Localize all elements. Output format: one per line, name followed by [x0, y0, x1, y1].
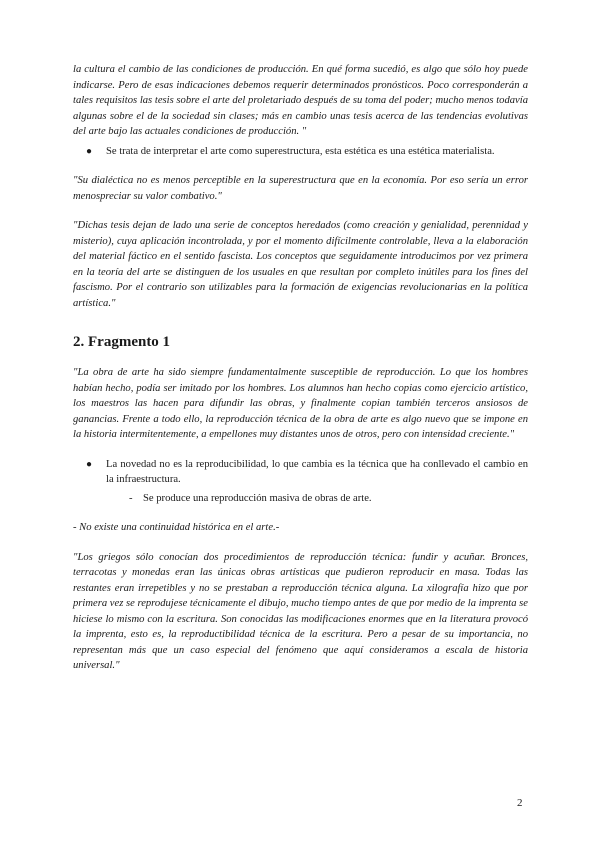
dash-item	[73, 491, 528, 507]
dash-text: Se produce una reproducción masiva de obras de arte.	[143, 492, 372, 504]
quote-griegos: "Los griegos sólo conocían dos procedimientos de reproducción técnica: fundir y acuñar. Bronces, terracotas y monedas eran las únicas obras artísticas que pudieron reproducir en masa. Todas las restantes eran irrepetibles y no se prestaban a reproducción técnica alguna. La xilografía hizo que por primera vez se reprodujese técnicamente el dibujo, mucho tiempo antes de que por medio de la imprenta se hiciese lo mismo con la escritura. Son conocidas las modificaciones enormes que en la literatura provocó la imprenta, esto es, la reproductibilidad técnica de la escritura. Pero a pesar de su importancia, no representan más que un caso especial del fenómeno que aquí consideramos a escala de historia universal."	[73, 551, 528, 671]
note-continuidad: - No existe una continuidad histórica en el arte.-	[73, 522, 280, 533]
bullet-text: Se trata de interpretar el arte como superestructura, esta estética es una estética materialista.	[106, 145, 495, 157]
bullet-item	[73, 144, 528, 160]
quote-dialectica: "Su dialéctica no es menos perceptible en la superestructura que en la economía. Por eso sería un error menospreciar su valor combativo."	[73, 175, 528, 202]
dash-icon: -	[129, 492, 133, 504]
intro-quote-end: la cultura el cambio de las condiciones de producción. En qué forma sucedió, es algo que sólo hoy puede indicarse. Pero de esas indicaciones debemos requerir determinados pronósticos. Poco corresponderán a tales requisitos las tesis sobre el arte del proletariado después de su toma del poder; mucho menos todavía algunas sobre el de la sociedad sin clases; más en cambio unas tesis acerca de las tendencias evolutivas del arte bajo las actuales condiciones de producción. "	[73, 64, 528, 137]
document-page	[73, 62, 528, 674]
bullet-item	[73, 457, 528, 488]
section-heading: 2. Fragmento 1	[73, 334, 171, 350]
bullet-icon: ●	[86, 458, 93, 470]
quote-dichas-tesis: "Dichas tesis dejan de lado una serie de conceptos heredados (como creación y genialidad, perennidad y misterio), cuya aplicación incontrolada, y por el momento difícilmente controlable, lleva a la elaboración del material fáctico en el sentido fascista. Los conceptos que seguidamente introducimos por vez primera en la teoría del arte se distinguen de los usuales en que resultan por completo inútiles para los fines del fascismo. Por el contrario son utilizables para la formación de exigencias revolucionarias en la política artística."	[73, 220, 528, 309]
quote-obra-de-arte: "La obra de arte ha sido siempre fundamentalmente susceptible de reproducción. Lo que los hombres habían hecho, podía ser imitado por los hombres. Los alumnos han hecho copias como ejercicio artístico, los maestros las hacen para difundir las obras, y finalmente copian también terceros ansiosos de ganancias. Frente a todo ello, la reproducción técnica de la obra de arte es algo nuevo que se impone en la historia intermitentemente, a empellones muy distantes unos de otros, pero con intensidad creciente."	[73, 367, 528, 440]
bullet-icon: ●	[86, 145, 93, 157]
bullet-text: La novedad no es la reproducibilidad, lo que cambia es la técnica que ha conllevado el cambio en la infraestructura.	[106, 458, 528, 485]
page-number: 2	[517, 797, 523, 809]
